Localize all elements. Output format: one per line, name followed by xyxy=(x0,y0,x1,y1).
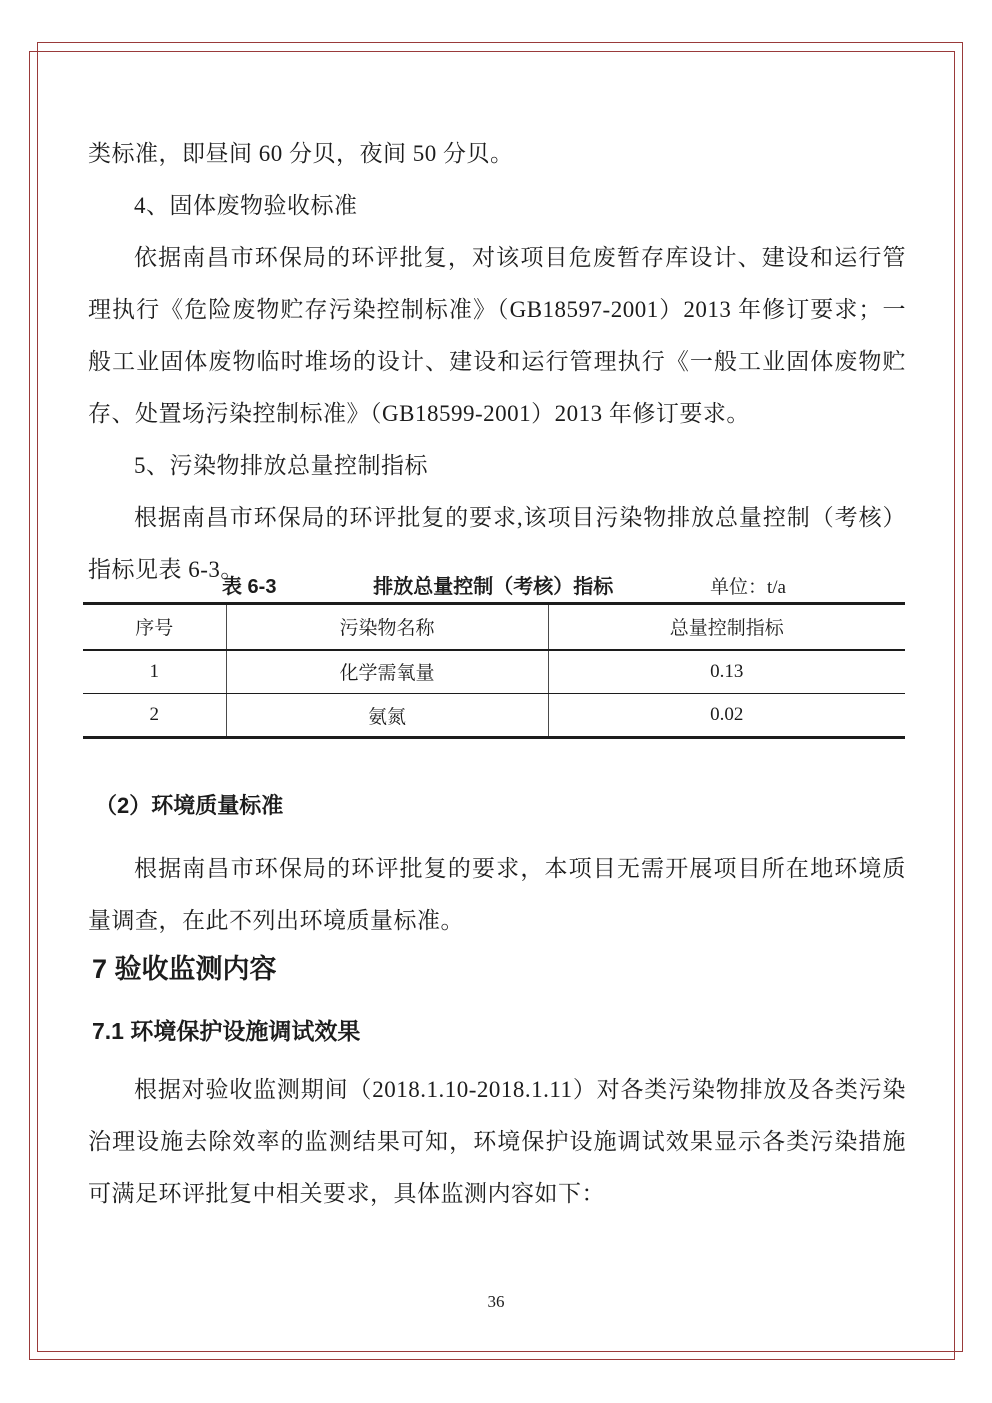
paragraph-env-quality: 根据南昌市环保局的环评批复的要求，本项目无需开展项目所在地环境质量调查，在此不列出环境质量标准。 xyxy=(88,856,906,933)
emission-control-table xyxy=(83,602,905,739)
table-caption-title: 排放总量控制（考核）指标 xyxy=(373,576,614,598)
table-row xyxy=(83,694,905,738)
heading-env-quality-standard: （2）环境质量标准 xyxy=(95,793,284,818)
heading-section-7-1: 7.1 环境保护设施调试效果 xyxy=(92,1018,361,1044)
cell-serial: 2 xyxy=(149,704,159,725)
cell-pollutant: 化学需氧量 xyxy=(226,650,548,694)
cell-value: 0.02 xyxy=(548,694,905,738)
paragraph-solid-waste-standard: 依据南昌市环保局的环评批复，对该项目危废暂存库设计、建设和运行管理执行《危险废物贮存污染控制标准》（GB18597-2001）2013 年修订要求；一般工业固体废物临时堆场的设计、建设和运行管理执行《一般工业固体废物贮存、处置场污染控制标准》（GB18599-2001）2013 年修订要求。 xyxy=(88,245,906,426)
table-caption-unit: 单位：t/a xyxy=(710,577,786,598)
page-number: 36 xyxy=(487,1292,505,1311)
table-row xyxy=(83,650,905,694)
paragraph-noise-standard-continuation: 类标准，即昼间 60 分贝，夜间 50 分贝。 xyxy=(88,141,514,166)
table-header-serial: 序号 xyxy=(83,604,226,650)
item-heading-total-emission: 5、污染物排放总量控制指标 xyxy=(134,453,428,478)
paragraph-monitoring-intro: 根据对验收监测期间（2018.1.10-2018.1.11）对各类污染物排放及各类污染治理设施去除效率的监测结果可知，环境保护设施调试效果显示各类污染措施可满足环评批复中相关要求，具体监测内容如下： xyxy=(88,1077,906,1206)
table-header-pollutant: 污染物名称 xyxy=(226,604,548,650)
cell-pollutant: 氨氮 xyxy=(226,694,548,738)
table-caption-label: 表 6-3 xyxy=(222,576,277,598)
paragraph-total-emission-control: 根据南昌市环保局的环评批复的要求,该项目污染物排放总量控制（考核）指标见表 6-3。 xyxy=(88,505,906,582)
cell-value: 0.13 xyxy=(548,650,905,694)
table-header-row xyxy=(83,604,905,650)
document-content xyxy=(88,128,906,1220)
heading-chapter-7: 7 验收监测内容 xyxy=(92,954,277,984)
item-heading-solid-waste: 4、固体废物验收标准 xyxy=(134,193,358,218)
cell-serial: 1 xyxy=(83,650,226,694)
table-header-control-index: 总量控制指标 xyxy=(548,604,905,650)
